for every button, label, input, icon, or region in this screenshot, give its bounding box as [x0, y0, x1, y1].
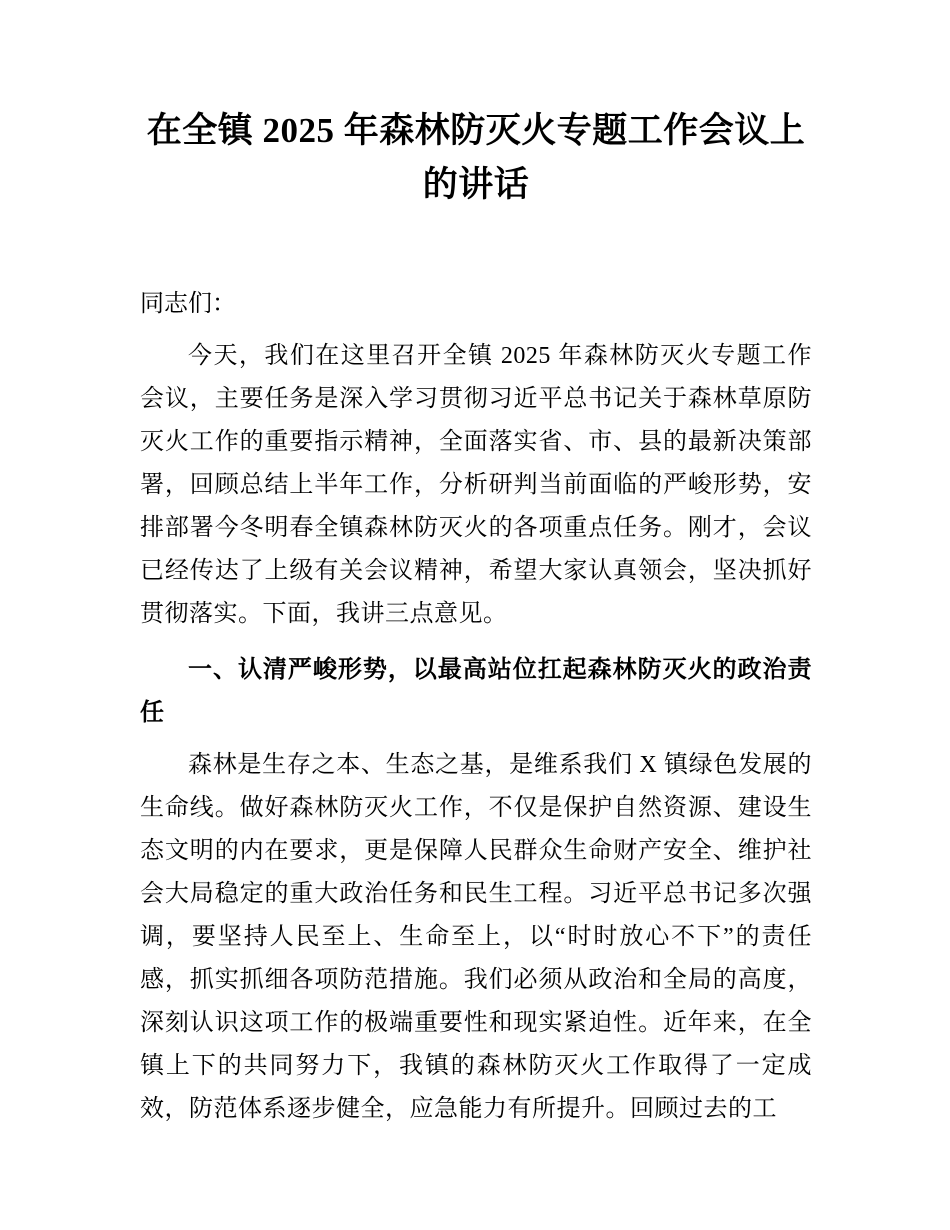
document-title: 在全镇 2025 年森林防灭火专题工作会议上的讲话	[146, 111, 806, 205]
paragraph-section-1-body: 森林是生存之本、生态之基，是维系我们 X 镇绿色发展的生命线。做好森林防灭火工作，不仅是保护自然资源、建设生态文明的内在要求，更是保障人民群众生命财产安全、维护社会大局稳定的重大政治任务和民生工程。习近平总书记多次强调，要坚持人民至上、生命至上，以“时时放心不下”的责任感，抓实抓细各项防范措施。我们必须从政治和全局的高度，深刻认识这项工作的极端重要性和现实紧迫性。近年来，在全镇上下的共同努力下，我镇的森林防灭火工作取得了一定成效，防范体系逐步健全，应急能力有所提升。回顾过去的工	[140, 751, 812, 1122]
section-heading-1: 一、认清严峻形势，以最高站位扛起森林防灭火的政治责任	[140, 656, 812, 726]
salutation: 同志们：	[140, 290, 236, 317]
paragraph-intro: 今天，我们在这里召开全镇 2025 年森林防灭火专题工作会议，主要任务是深入学习贯彻习近平总书记关于森林草原防灭火工作的重要指示精神，全面落实省、市、县的最新决策部署，回顾总结上半年工作，分析研判当前面临的严峻形势，安排部署今冬明春全镇森林防灭火的各项重点任务。刚才，会议已经传达了上级有关会议精神，希望大家认真领会，坚决抓好贯彻落实。下面，我讲三点意见。	[140, 342, 812, 627]
